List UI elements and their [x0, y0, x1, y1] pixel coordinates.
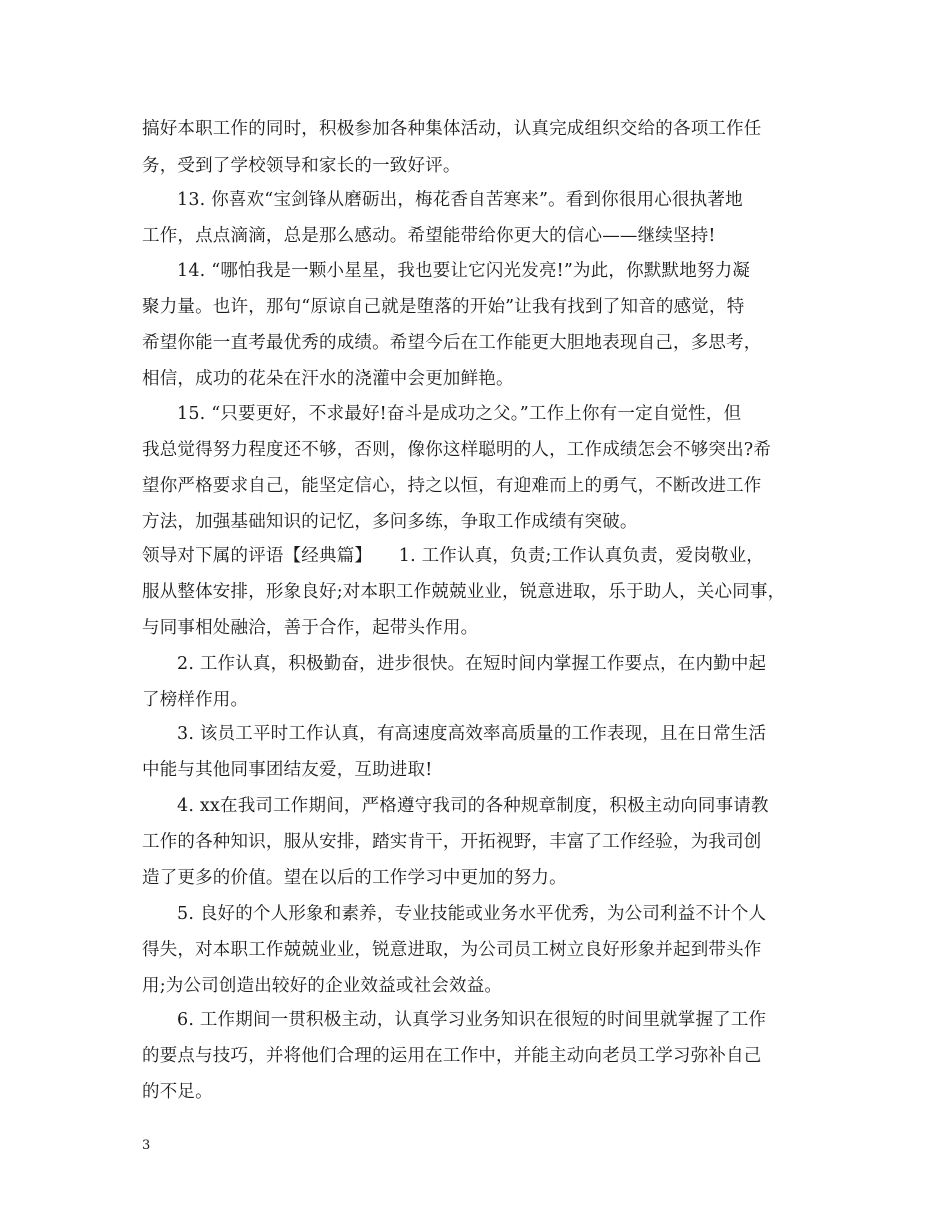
text-line: 2. 工作认真，积极勤奋，进步很快。在短时间内掌握工作要点，在内勤中起: [177, 654, 767, 674]
text-line: 的不足。: [142, 1082, 213, 1102]
text-line: 造了更多的价值。望在以后的工作学习中更加的努力。: [142, 868, 567, 888]
text-line: 工作的各种知识，服从安排，踏实肯干，开拓视野，丰富了工作经验，为我司创: [142, 832, 762, 852]
text-line: 希望你能一直考最优秀的成绩。希望今后在工作能更大胆地表现自己，多思考，: [142, 333, 762, 353]
text-line: 中能与其他同事团结友爱，互助进取!: [142, 760, 433, 780]
text-line: 3. 该员工平时工作认真，有高速度高效率高质量的工作表现，且在日常生活: [177, 724, 767, 744]
text-line: 得失，对本职工作兢兢业业，锐意进取，为公司员工树立良好形象并起到带头作: [142, 940, 762, 960]
text-line: 了榜样作用。: [142, 690, 249, 710]
text-line: 我总觉得努力程度还不够，否则，像你这样聪明的人，工作成绩怎会不够突出?希: [142, 440, 772, 460]
text-line: 4. xx在我司工作期间，严格遵守我司的各种规章制度，积极主动向同事请教: [177, 796, 769, 816]
page-number: 3: [142, 1138, 151, 1153]
section-heading-line: 领导对下属的评语【经典篇】 1. 工作认真，负责;工作认真负责，爱岗敬业，: [142, 546, 765, 566]
text-line: 5. 良好的个人形象和素养，专业技能或业务水平优秀，为公司利益不计个人: [177, 904, 767, 924]
text-line: 用;为公司创造出较好的企业效益或社会效益。: [142, 976, 503, 996]
text-line: 13. 你喜欢“宝剑锋从磨砺出，梅花香自苦寒来”。看到你很用心很执著地: [177, 190, 743, 210]
text-line: 与同事相处融洽，善于合作，起带头作用。: [142, 618, 479, 638]
text-line: 服从整体安排，形象良好;对本职工作兢兢业业，锐意进取，乐于助人，关心同事，: [142, 582, 786, 602]
text-line: 相信，成功的花朵在汗水的浇灌中会更加鲜艳。: [142, 369, 514, 389]
text-line: 望你严格要求自己，能坚定信心，持之以恒，有迎难而上的勇气，不断改进工作: [142, 476, 762, 496]
text-line: 聚力量。也许，那句“原谅自己就是堕落的开始”让我有找到了知音的感觉，特: [142, 297, 745, 317]
text-line: 14. “哪怕我是一颗小星星，我也要让它闪光发亮!”为此，你默默地努力凝: [177, 261, 751, 281]
text-line: 的要点与技巧，并将他们合理的运用在工作中，并能主动向老员工学习弥补自己: [142, 1046, 762, 1066]
text-line: 工作，点点滴滴，总是那么感动。希望能带给你更大的信心——继续坚持!: [142, 226, 716, 246]
text-line: 务，受到了学校领导和家长的一致好评。: [142, 156, 461, 176]
text-line: 15. “只要更好，不求最好!奋斗是成功之父。”工作上你有一定自觉性，但: [177, 404, 742, 424]
text-line: 搞好本职工作的同时，积极参加各种集体活动，认真完成组织交给的各项工作任: [142, 119, 762, 139]
text-line: 6. 工作期间一贯积极主动，认真学习业务知识在很短的时间里就掌握了工作: [177, 1010, 767, 1030]
text-line: 方法，加强基础知识的记忆，多问多练，争取工作成绩有突破。: [142, 512, 638, 532]
